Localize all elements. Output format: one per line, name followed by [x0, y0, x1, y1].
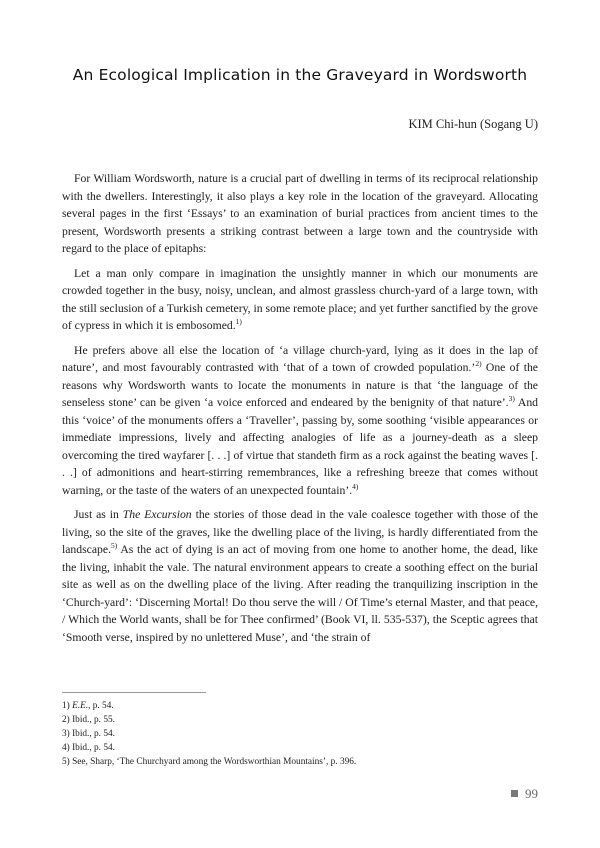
footnote-ref[interactable]: 5)	[111, 541, 118, 551]
page-number-text: 99	[525, 786, 538, 801]
footnote-item	[62, 755, 538, 769]
block-quote	[62, 265, 538, 335]
paragraph-text: One of the reasons why Wordsworth wants to locate the monuments in nature is that ‘the language of the senseless stone’ can be given ‘a voice enforced and endeared by the benignity of that nature’.	[62, 361, 538, 409]
footnote-ref[interactable]: 1)	[235, 317, 242, 327]
footnote-number: 4)	[62, 743, 70, 753]
footnote-text: Ibid., p. 55.	[72, 715, 115, 725]
footnote-number: 3)	[62, 729, 70, 739]
paragraph-text: And this ‘voice’ of the monuments offers a ‘Traveller’, passing by, some soothing ‘visible appearances or immediate impressions, lively and affecting analogies of life as a journey-death as a sleep overcoming the tired wayfarer [. . .] of virtue that standeth firm as a rock against the beating waves [. . .] of admonitions and heart-stirring remembrances, like a refreshing breeze that comes without warning, or the taste of the waters of an unexpected fountain’.	[62, 396, 539, 497]
page-number	[511, 786, 538, 802]
footnote-ref[interactable]: 2)	[475, 359, 482, 369]
footnote-item	[62, 713, 538, 727]
paragraph-text: As the act of dying is an act of moving from one home to another home, the dead, like the living, inhabit the vale. The natural environment appears to create a soothing effect on the burial site as well as on the dwelling place of the living. After reading the tranquilizing inscription in the ‘Church-yard’: ‘Discerning Mortal! Do thou serve the will / Of Time’s eternal Master, and that peace, / Which the World wants, shall be for Thee confirmed’ (Book VI, ll. 535-537), the Sceptic agrees that ‘Smooth verse, inspired by no unlettered Muse’, and ‘the strain of	[62, 543, 538, 644]
footnotes	[62, 699, 538, 769]
footnote-number: 1)	[62, 701, 70, 711]
footnote-ref[interactable]: 3)	[508, 394, 515, 404]
footnote-text: Ibid., p. 54.	[72, 729, 115, 739]
footnote-number: 5)	[62, 757, 70, 767]
footnote-item	[62, 741, 538, 755]
footnote-text: Ibid., p. 54.	[72, 743, 115, 753]
footnote-divider	[62, 692, 206, 693]
footnote-ref[interactable]: 4)	[352, 481, 359, 491]
article-title: An Ecological Implication in the Graveyard in Wordsworth	[72, 66, 528, 84]
square-bullet-icon	[511, 790, 518, 797]
paragraph-text: He prefers above all else the location of ‘a village church-yard, lying as it does in the lap of nature’, and most favourably contrasted with ‘that of a town of crowded population.’	[62, 343, 538, 374]
paragraph-text: Just as in	[74, 508, 123, 521]
paragraph-text: the stories of those dead in the vale coalesce together with those of the living, so the site of the graves, like the dwelling place of the living, is hardly differentiated from the landscape.	[62, 508, 539, 556]
paragraph-location	[62, 342, 538, 500]
footnote-italic: E.E.	[72, 701, 89, 711]
article-body	[62, 170, 538, 653]
footnote-number: 2)	[62, 715, 70, 725]
author-line: KIM Chi-hun (Sogang U)	[408, 117, 538, 131]
footnote-item	[62, 699, 538, 713]
paragraph-text: For William Wordsworth, nature is a crucial part of dwelling in terms of its reciprocal relationship with the dwellers. Interestingly, it also plays a key role in the location of the graveyard. Allocating several pages in the first ‘Essays’ to an examination of burial practices from ancient times to the present, Wordsworth presents a striking contrast between a large town and the countryside with regard to the place of epitaphs:	[62, 172, 538, 255]
footnote-text: , p. 54.	[88, 701, 114, 711]
paragraph-intro	[62, 170, 538, 258]
italic-title: The Excursion	[122, 508, 192, 521]
paragraph-excursion	[62, 506, 538, 646]
footnote-item	[62, 727, 538, 741]
paragraph-text: Let a man only compare in imagination the unsightly manner in which our monuments are crowded together in the busy, noisy, unclean, and almost grassless church-yard of a large town, with the still seclusion of a Turkish cemetery, in some remote place; and yet further sanctified by the grove of cypress in which it is embosomed.	[62, 266, 538, 332]
footnote-text: See, Sharp, ‘The Churchyard among the Wordsworthian Mountains’, p. 396.	[72, 757, 357, 767]
